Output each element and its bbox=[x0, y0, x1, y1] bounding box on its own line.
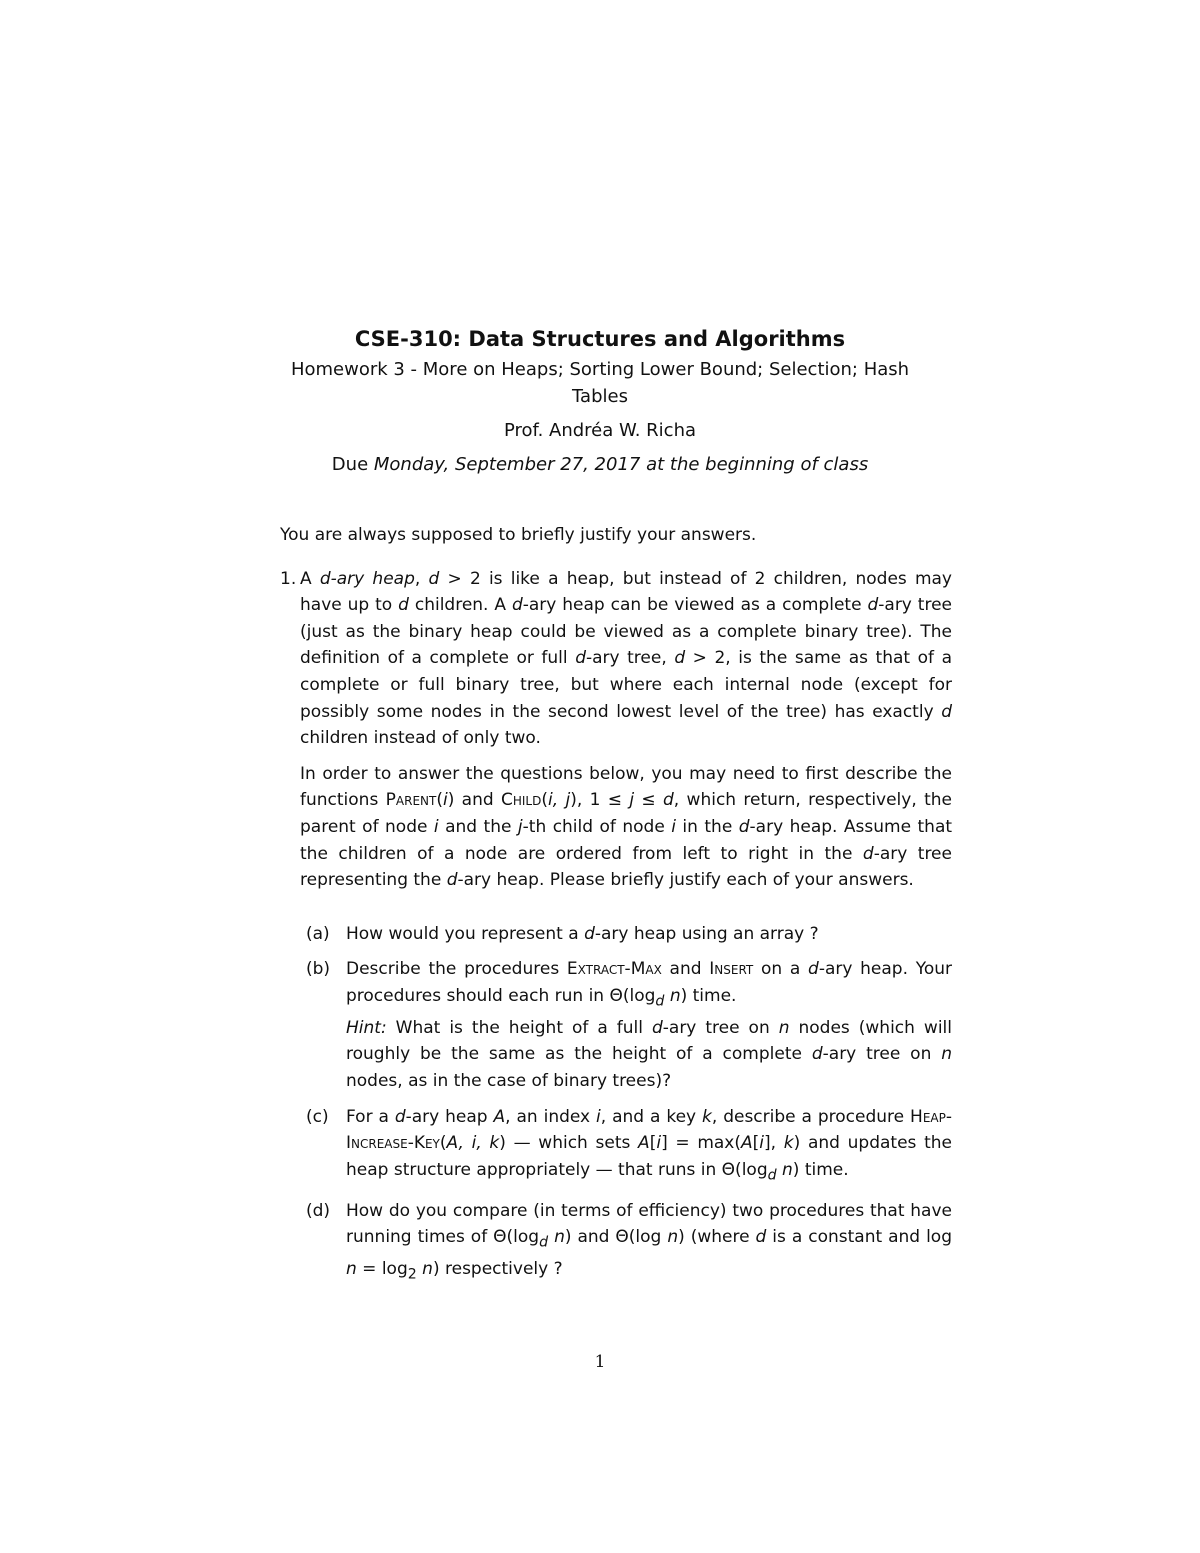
part-c-text: For a d-ary heap A, an index i, and a key k, describe a procedure Heap-Increase-Key(A, i, k) — which sets A[i] = max(A[i], k) and updates the heap structure appropriately — that runs in $\Theta(\log_d$ n) time. bbox=[346, 1106, 952, 1184]
intro-instruction: You are always supposed to briefly justify your answers. bbox=[280, 525, 757, 545]
problem-number: 1. bbox=[280, 568, 297, 589]
part-b bbox=[300, 956, 952, 1094]
part-label: (d) bbox=[306, 1200, 331, 1221]
part-a-text: How would you represent a d-ary heap using an array ? bbox=[346, 923, 819, 944]
part-d-text: How do you compare (in terms of efficiency) two procedures that have running times of $\Theta(\log_d$ n) and Θ(log n) (where d is a constant and $\log n = \log_2 n$) respectively ? bbox=[346, 1200, 952, 1283]
homework-content bbox=[280, 522, 952, 1297]
problem-1 bbox=[280, 566, 952, 1298]
part-label: (b) bbox=[306, 959, 331, 980]
sub-questions bbox=[300, 921, 952, 1289]
part-a bbox=[300, 921, 952, 948]
part-c bbox=[300, 1104, 952, 1189]
part-label: (a) bbox=[306, 923, 330, 944]
part-d bbox=[300, 1198, 952, 1289]
due-prefix: Due bbox=[331, 454, 374, 475]
problem-1-paragraph-1: A d-ary heap, d > 2 is like a heap, but instead of 2 children, nodes may have up to d children. A d-ary heap can be viewed as a complete d-ary tree (just as the binary heap could be viewed as a complete binary tree). The definition of a complete or full d-ary tree, d > 2, is the same as that of a complete or full binary tree, but where each internal node (except for possibly some nodes in the second lowest level of the tree) has exactly d children instead of only two. bbox=[300, 568, 952, 749]
course-title: CSE-310: Data Structures and Algorithms bbox=[354, 327, 846, 351]
homework-title-line-1: Homework 3 - More on Heaps; Sorting Lower Bound; Selection; Hash bbox=[290, 359, 910, 380]
page-number: 1 bbox=[594, 1352, 606, 1372]
due-date bbox=[250, 451, 950, 478]
problem-1-paragraph-2: In order to answer the questions below, you may need to first describe the functions Parent(i) and Child(i, j), 1 ≤ j ≤ d, which return, respectively, the parent of node i and the j-th child of node i in the d-ary heap. Assume that the children of a node are ordered from left to right in the d-ary tree representing the d-ary heap. Please briefly justify each of your answers. bbox=[300, 763, 953, 891]
homework-title-line-2: Tables bbox=[572, 386, 628, 407]
professor-name: Prof. Andréa W. Richa bbox=[503, 420, 697, 441]
part-b-text: Describe the procedures Extract-Max and Insert on a d-ary heap. Your procedures should each run in $\Theta(\log_d$ n) time. Hint: What is the height of a full d-ary tree on n nodes (which will roughly be the same as the height of a complete d-ary tree on n nodes, as in the case of binary trees)? bbox=[346, 959, 953, 1092]
hint-label: Hint: bbox=[346, 1017, 387, 1038]
due-date-italic: Monday, September 27, 2017 at the beginning of class bbox=[373, 454, 869, 475]
title-block bbox=[250, 324, 950, 478]
part-label: (c) bbox=[306, 1106, 329, 1127]
problem-body bbox=[300, 566, 952, 1298]
